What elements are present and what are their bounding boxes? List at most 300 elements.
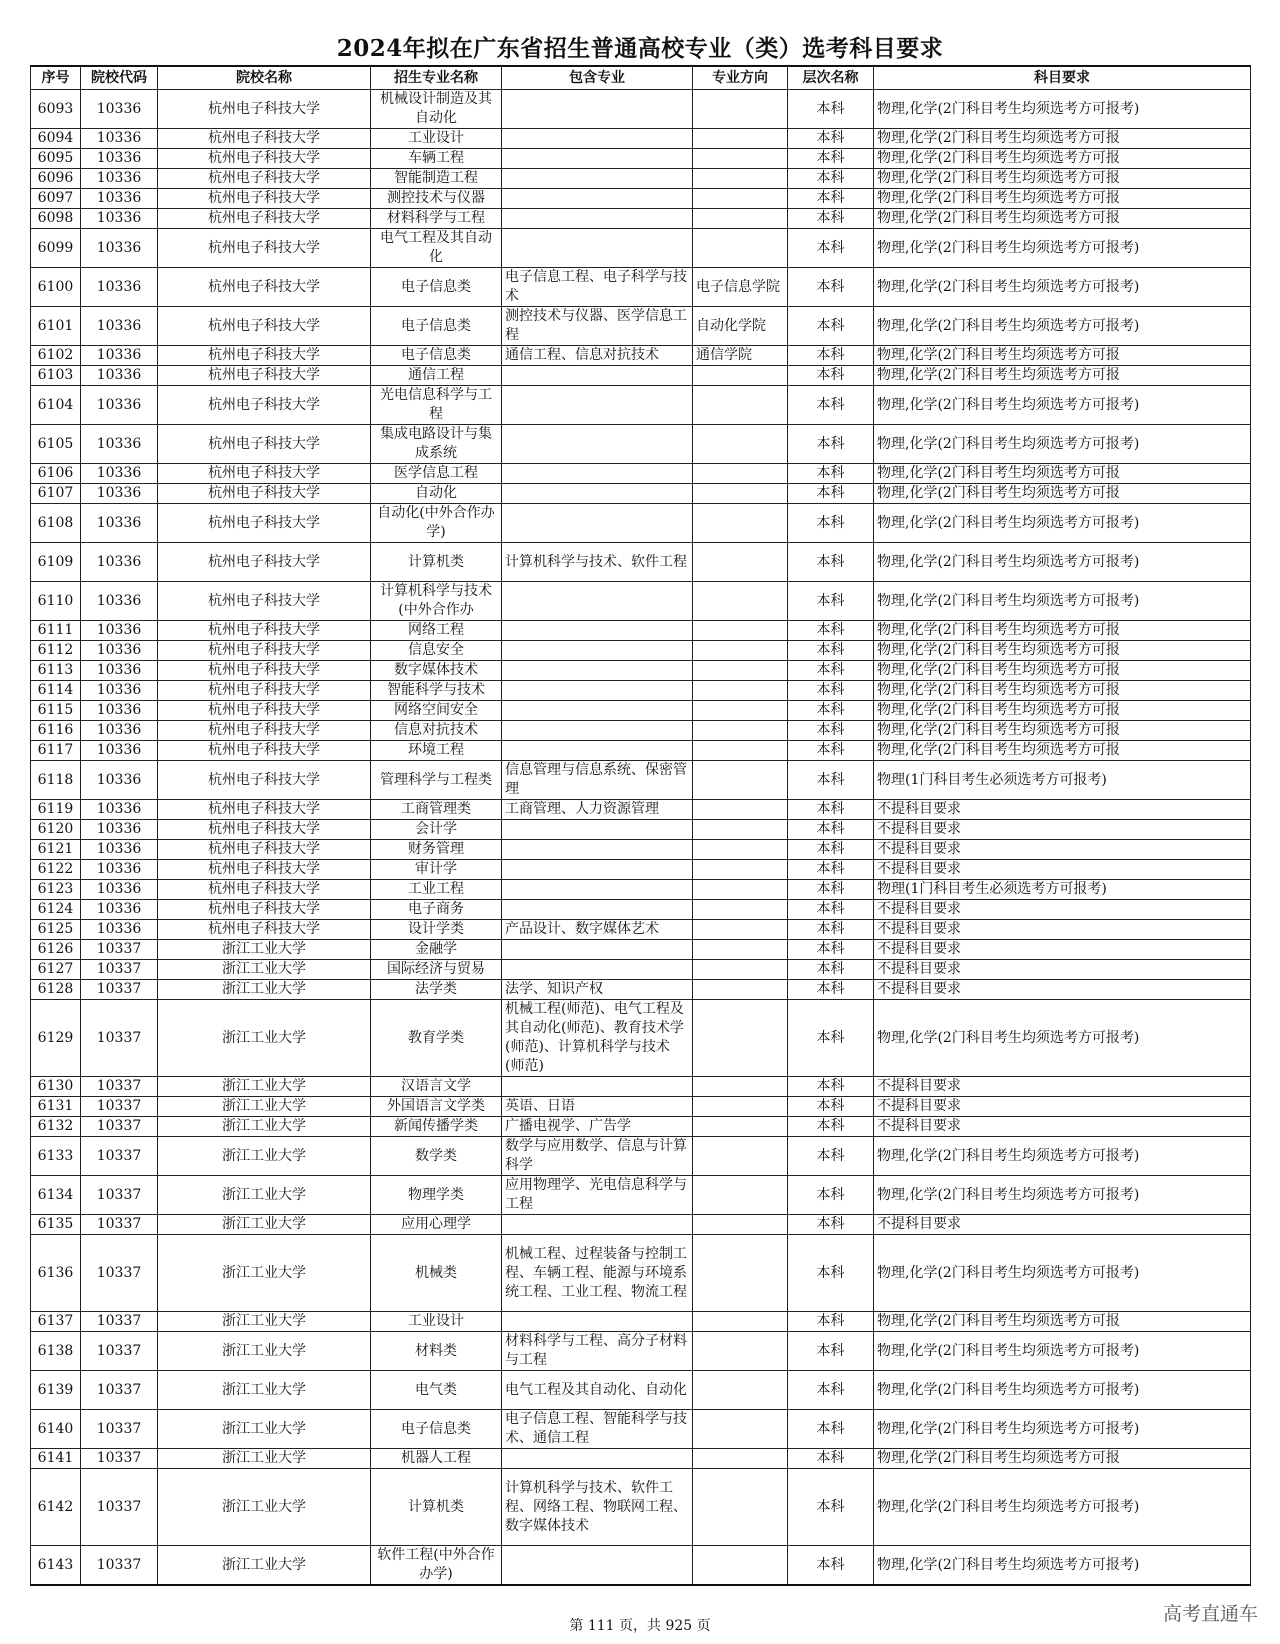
cell-level: 本科 — [788, 1235, 874, 1312]
cell-direction — [693, 1410, 788, 1449]
cell-school-name: 浙江工业大学 — [158, 1312, 371, 1332]
cell-school-code: 10336 — [81, 800, 158, 820]
cell-school-code: 10337 — [81, 1000, 158, 1077]
cell-direction — [693, 701, 788, 721]
cell-direction: 电子信息学院 — [693, 268, 788, 307]
cell-school-code: 10336 — [81, 268, 158, 307]
cell-school-code: 10336 — [81, 741, 158, 761]
header-included-majors: 包含专业 — [502, 66, 693, 90]
cell-school-name: 浙江工业大学 — [158, 980, 371, 1000]
cell-major-name: 工业设计 — [371, 1312, 502, 1332]
cell-level: 本科 — [788, 1449, 874, 1469]
cell-included-majors: 信息管理与信息系统、保密管理 — [502, 761, 693, 800]
cell-school-name: 杭州电子科技大学 — [158, 880, 371, 900]
cell-index: 6095 — [31, 149, 81, 169]
cell-level: 本科 — [788, 268, 874, 307]
cell-major-name: 信息对抗技术 — [371, 721, 502, 741]
cell-school-code: 10337 — [81, 1215, 158, 1235]
cell-index: 6106 — [31, 464, 81, 484]
cell-level: 本科 — [788, 900, 874, 920]
cell-major-name: 工业设计 — [371, 129, 502, 149]
cell-level: 本科 — [788, 980, 874, 1000]
cell-school-name: 浙江工业大学 — [158, 960, 371, 980]
cell-direction — [693, 880, 788, 900]
cell-included-majors — [502, 880, 693, 900]
cell-included-majors — [502, 900, 693, 920]
table-row — [31, 1176, 1251, 1215]
cell-school-code: 10336 — [81, 149, 158, 169]
cell-included-majors — [502, 701, 693, 721]
cell-school-name: 杭州电子科技大学 — [158, 484, 371, 504]
cell-major-name: 物理学类 — [371, 1176, 502, 1215]
cell-subject-requirement: 物理,化学(2门科目考生均须选考方可报考) — [874, 1000, 1251, 1077]
cell-school-name: 杭州电子科技大学 — [158, 504, 371, 543]
cell-major-name: 自动化 — [371, 484, 502, 504]
cell-index: 6108 — [31, 504, 81, 543]
cell-major-name: 数学类 — [371, 1137, 502, 1176]
cell-direction — [693, 386, 788, 425]
cell-included-majors — [502, 504, 693, 543]
cell-included-majors — [502, 386, 693, 425]
cell-index: 6115 — [31, 701, 81, 721]
cell-direction — [693, 800, 788, 820]
table-row — [31, 860, 1251, 880]
cell-index: 6099 — [31, 229, 81, 268]
cell-major-name: 金融学 — [371, 940, 502, 960]
cell-index: 6129 — [31, 1000, 81, 1077]
cell-school-name: 杭州电子科技大学 — [158, 920, 371, 940]
cell-level: 本科 — [788, 860, 874, 880]
cell-index: 6114 — [31, 681, 81, 701]
cell-level: 本科 — [788, 1410, 874, 1449]
cell-school-code: 10336 — [81, 129, 158, 149]
cell-major-name: 通信工程 — [371, 366, 502, 386]
cell-index: 6109 — [31, 543, 81, 582]
cell-school-code: 10337 — [81, 1117, 158, 1137]
cell-major-name: 工商管理类 — [371, 800, 502, 820]
cell-subject-requirement: 物理,化学(2门科目考生均须选考方可报 — [874, 701, 1251, 721]
cell-included-majors: 材料科学与工程、高分子材料与工程 — [502, 1332, 693, 1371]
cell-subject-requirement: 物理,化学(2门科目考生均须选考方可报 — [874, 621, 1251, 641]
cell-index: 6102 — [31, 346, 81, 366]
table-row — [31, 1449, 1251, 1469]
cell-subject-requirement: 不提科目要求 — [874, 1077, 1251, 1097]
cell-subject-requirement: 物理,化学(2门科目考生均须选考方可报 — [874, 661, 1251, 681]
cell-subject-requirement: 物理,化学(2门科目考生均须选考方可报 — [874, 484, 1251, 504]
cell-included-majors — [502, 1546, 693, 1586]
cell-major-name: 电子信息类 — [371, 346, 502, 366]
cell-school-code: 10336 — [81, 761, 158, 800]
table-row — [31, 820, 1251, 840]
table-row — [31, 960, 1251, 980]
cell-level: 本科 — [788, 504, 874, 543]
cell-school-name: 杭州电子科技大学 — [158, 820, 371, 840]
page-title: 2024年拟在广东省招生普通高校专业（类）选考科目要求 — [336, 35, 944, 62]
cell-school-name: 浙江工业大学 — [158, 1332, 371, 1371]
cell-school-code: 10337 — [81, 1469, 158, 1546]
cell-school-code: 10337 — [81, 1235, 158, 1312]
cell-level: 本科 — [788, 920, 874, 940]
cell-subject-requirement: 物理,化学(2门科目考生均须选考方可报考) — [874, 1371, 1251, 1410]
cell-direction — [693, 960, 788, 980]
cell-direction — [693, 860, 788, 880]
cell-school-name: 杭州电子科技大学 — [158, 900, 371, 920]
cell-school-code: 10337 — [81, 1077, 158, 1097]
cell-index: 6100 — [31, 268, 81, 307]
cell-index: 6124 — [31, 900, 81, 920]
cell-school-code: 10336 — [81, 90, 158, 129]
table-row — [31, 425, 1251, 464]
cell-major-name: 机械设计制造及其自动化 — [371, 90, 502, 129]
cell-school-name: 杭州电子科技大学 — [158, 741, 371, 761]
table-row — [31, 1312, 1251, 1332]
cell-included-majors — [502, 425, 693, 464]
cell-included-majors — [502, 1215, 693, 1235]
cell-level: 本科 — [788, 721, 874, 741]
cell-direction — [693, 366, 788, 386]
cell-major-name: 数字媒体技术 — [371, 661, 502, 681]
cell-direction — [693, 940, 788, 960]
cell-school-name: 杭州电子科技大学 — [158, 189, 371, 209]
cell-direction — [693, 820, 788, 840]
cell-school-code: 10336 — [81, 229, 158, 268]
cell-subject-requirement: 物理,化学(2门科目考生均须选考方可报考) — [874, 90, 1251, 129]
table-body — [31, 90, 1251, 1586]
cell-major-name: 电子信息类 — [371, 1410, 502, 1449]
cell-school-name: 杭州电子科技大学 — [158, 721, 371, 741]
cell-direction — [693, 169, 788, 189]
cell-major-name: 汉语言文学 — [371, 1077, 502, 1097]
cell-direction — [693, 425, 788, 464]
cell-major-name: 新闻传播学类 — [371, 1117, 502, 1137]
cell-subject-requirement: 物理,化学(2门科目考生均须选考方可报 — [874, 189, 1251, 209]
cell-school-name: 杭州电子科技大学 — [158, 169, 371, 189]
cell-school-name: 杭州电子科技大学 — [158, 366, 371, 386]
cell-direction — [693, 543, 788, 582]
cell-index: 6093 — [31, 90, 81, 129]
cell-major-name: 审计学 — [371, 860, 502, 880]
cell-school-name: 杭州电子科技大学 — [158, 661, 371, 681]
cell-level: 本科 — [788, 484, 874, 504]
cell-subject-requirement: 不提科目要求 — [874, 860, 1251, 880]
cell-subject-requirement: 物理,化学(2门科目考生均须选考方可报 — [874, 169, 1251, 189]
table-row — [31, 661, 1251, 681]
table-row — [31, 741, 1251, 761]
cell-included-majors: 计算机科学与技术、软件工程 — [502, 543, 693, 582]
cell-included-majors: 机械工程(师范)、电气工程及其自动化(师范)、教育技术学(师范)、计算机科学与技术(师范) — [502, 1000, 693, 1077]
cell-subject-requirement: 物理,化学(2门科目考生均须选考方可报 — [874, 741, 1251, 761]
cell-school-name: 浙江工业大学 — [158, 1546, 371, 1586]
cell-school-name: 杭州电子科技大学 — [158, 681, 371, 701]
cell-index: 6111 — [31, 621, 81, 641]
cell-level: 本科 — [788, 1077, 874, 1097]
cell-major-name: 集成电路设计与集成系统 — [371, 425, 502, 464]
cell-index: 6094 — [31, 129, 81, 149]
table-row — [31, 229, 1251, 268]
cell-level: 本科 — [788, 820, 874, 840]
cell-school-name: 杭州电子科技大学 — [158, 543, 371, 582]
cell-included-majors: 法学、知识产权 — [502, 980, 693, 1000]
cell-index: 6120 — [31, 820, 81, 840]
table-row — [31, 980, 1251, 1000]
cell-included-majors — [502, 661, 693, 681]
cell-level: 本科 — [788, 641, 874, 661]
table-row — [31, 169, 1251, 189]
table-row — [31, 1332, 1251, 1371]
header-level: 层次名称 — [788, 66, 874, 90]
cell-index: 6098 — [31, 209, 81, 229]
cell-index: 6140 — [31, 1410, 81, 1449]
cell-direction — [693, 1546, 788, 1586]
cell-included-majors — [502, 1449, 693, 1469]
cell-school-name: 杭州电子科技大学 — [158, 149, 371, 169]
cell-index: 6110 — [31, 582, 81, 621]
cell-school-name: 杭州电子科技大学 — [158, 307, 371, 346]
cell-major-name: 教育学类 — [371, 1000, 502, 1077]
cell-included-majors — [502, 169, 693, 189]
cell-school-code: 10336 — [81, 721, 158, 741]
cell-index: 6136 — [31, 1235, 81, 1312]
cell-school-code: 10336 — [81, 621, 158, 641]
cell-direction: 自动化学院 — [693, 307, 788, 346]
cell-major-name: 外国语言文学类 — [371, 1097, 502, 1117]
header-index: 序号 — [31, 66, 81, 90]
cell-included-majors — [502, 366, 693, 386]
cell-school-name: 浙江工业大学 — [158, 1077, 371, 1097]
cell-level: 本科 — [788, 960, 874, 980]
cell-major-name: 材料科学与工程 — [371, 209, 502, 229]
cell-major-name: 光电信息科学与工程 — [371, 386, 502, 425]
table-row — [31, 701, 1251, 721]
cell-level: 本科 — [788, 1000, 874, 1077]
cell-direction — [693, 464, 788, 484]
cell-subject-requirement: 不提科目要求 — [874, 1215, 1251, 1235]
cell-included-majors: 计算机科学与技术、软件工程、网络工程、物联网工程、数字媒体技术 — [502, 1469, 693, 1546]
cell-index: 6104 — [31, 386, 81, 425]
cell-included-majors: 电子信息工程、电子科学与技术 — [502, 268, 693, 307]
cell-level: 本科 — [788, 1137, 874, 1176]
cell-direction — [693, 840, 788, 860]
cell-level: 本科 — [788, 761, 874, 800]
brand-watermark: 高考直通车 — [1162, 1603, 1258, 1625]
cell-direction — [693, 1371, 788, 1410]
table-row — [31, 681, 1251, 701]
cell-subject-requirement: 物理,化学(2门科目考生均须选考方可报考) — [874, 425, 1251, 464]
cell-included-majors — [502, 681, 693, 701]
table-row — [31, 543, 1251, 582]
cell-direction — [693, 129, 788, 149]
cell-school-name: 杭州电子科技大学 — [158, 268, 371, 307]
cell-index: 6113 — [31, 661, 81, 681]
cell-index: 6119 — [31, 800, 81, 820]
cell-level: 本科 — [788, 90, 874, 129]
cell-index: 6128 — [31, 980, 81, 1000]
cell-subject-requirement: 不提科目要求 — [874, 960, 1251, 980]
table-row — [31, 641, 1251, 661]
cell-index: 6112 — [31, 641, 81, 661]
cell-direction — [693, 209, 788, 229]
cell-school-name: 杭州电子科技大学 — [158, 621, 371, 641]
cell-school-name: 浙江工业大学 — [158, 1215, 371, 1235]
cell-school-name: 浙江工业大学 — [158, 1371, 371, 1410]
cell-subject-requirement: 物理,化学(2门科目考生均须选考方可报考) — [874, 307, 1251, 346]
table-row — [31, 90, 1251, 129]
cell-included-majors — [502, 229, 693, 268]
cell-school-code: 10337 — [81, 960, 158, 980]
cell-major-name: 计算机科学与技术(中外合作办 — [371, 582, 502, 621]
cell-index: 6130 — [31, 1077, 81, 1097]
requirements-table — [30, 65, 1251, 1586]
header-school-name: 院校名称 — [158, 66, 371, 90]
cell-included-majors: 机械工程、过程装备与控制工程、车辆工程、能源与环境系统工程、工业工程、物流工程 — [502, 1235, 693, 1312]
cell-included-majors — [502, 960, 693, 980]
cell-subject-requirement: 物理,化学(2门科目考生均须选考方可报考) — [874, 1332, 1251, 1371]
cell-subject-requirement: 物理,化学(2门科目考生均须选考方可报考) — [874, 543, 1251, 582]
cell-included-majors — [502, 860, 693, 880]
header-school-code: 院校代码 — [81, 66, 158, 90]
cell-school-code: 10336 — [81, 307, 158, 346]
cell-index: 6107 — [31, 484, 81, 504]
cell-major-name: 电子信息类 — [371, 268, 502, 307]
cell-direction — [693, 641, 788, 661]
cell-index: 6139 — [31, 1371, 81, 1410]
table-row — [31, 920, 1251, 940]
cell-subject-requirement: 不提科目要求 — [874, 920, 1251, 940]
cell-level: 本科 — [788, 840, 874, 860]
cell-subject-requirement: 物理,化学(2门科目考生均须选考方可报 — [874, 641, 1251, 661]
cell-major-name: 机器人工程 — [371, 1449, 502, 1469]
cell-direction — [693, 681, 788, 701]
cell-index: 6138 — [31, 1332, 81, 1371]
cell-subject-requirement: 物理,化学(2门科目考生均须选考方可报考) — [874, 1469, 1251, 1546]
cell-level: 本科 — [788, 1371, 874, 1410]
cell-level: 本科 — [788, 940, 874, 960]
cell-school-code: 10336 — [81, 840, 158, 860]
cell-major-name: 机械类 — [371, 1235, 502, 1312]
cell-school-code: 10337 — [81, 1546, 158, 1586]
header-subject-requirement: 科目要求 — [874, 66, 1251, 90]
cell-index: 6116 — [31, 721, 81, 741]
cell-subject-requirement: 物理,化学(2门科目考生均须选考方可报 — [874, 721, 1251, 741]
cell-direction — [693, 1137, 788, 1176]
cell-school-name: 杭州电子科技大学 — [158, 425, 371, 464]
cell-level: 本科 — [788, 582, 874, 621]
page-number: 第 111 页，共 925 页 — [569, 1618, 711, 1634]
cell-index: 6135 — [31, 1215, 81, 1235]
table-row — [31, 940, 1251, 960]
cell-index: 6132 — [31, 1117, 81, 1137]
cell-subject-requirement: 物理,化学(2门科目考生均须选考方可报考) — [874, 582, 1251, 621]
cell-level: 本科 — [788, 1469, 874, 1546]
cell-index: 6141 — [31, 1449, 81, 1469]
cell-included-majors — [502, 582, 693, 621]
cell-school-name: 杭州电子科技大学 — [158, 641, 371, 661]
table-row — [31, 1097, 1251, 1117]
cell-major-name: 计算机类 — [371, 1469, 502, 1546]
cell-direction — [693, 920, 788, 940]
cell-major-name: 车辆工程 — [371, 149, 502, 169]
cell-included-majors — [502, 129, 693, 149]
cell-subject-requirement: 物理,化学(2门科目考生均须选考方可报 — [874, 209, 1251, 229]
cell-level: 本科 — [788, 169, 874, 189]
cell-index: 6143 — [31, 1546, 81, 1586]
cell-level: 本科 — [788, 661, 874, 681]
cell-level: 本科 — [788, 425, 874, 464]
cell-included-majors — [502, 464, 693, 484]
cell-included-majors — [502, 840, 693, 860]
cell-school-name: 杭州电子科技大学 — [158, 860, 371, 880]
cell-level: 本科 — [788, 366, 874, 386]
cell-school-name: 浙江工业大学 — [158, 1137, 371, 1176]
table-row — [31, 721, 1251, 741]
cell-level: 本科 — [788, 701, 874, 721]
table-row — [31, 840, 1251, 860]
cell-index: 6121 — [31, 840, 81, 860]
cell-school-code: 10337 — [81, 1332, 158, 1371]
cell-major-name: 测控技术与仪器 — [371, 189, 502, 209]
cell-included-majors — [502, 1312, 693, 1332]
cell-direction — [693, 1235, 788, 1312]
cell-subject-requirement: 物理,化学(2门科目考生均须选考方可报考) — [874, 1176, 1251, 1215]
cell-subject-requirement: 物理,化学(2门科目考生均须选考方可报考) — [874, 268, 1251, 307]
table-row — [31, 761, 1251, 800]
cell-level: 本科 — [788, 1117, 874, 1137]
cell-school-code: 10336 — [81, 464, 158, 484]
table-row — [31, 1469, 1251, 1546]
table-row — [31, 149, 1251, 169]
cell-direction — [693, 1332, 788, 1371]
cell-major-name: 会计学 — [371, 820, 502, 840]
cell-included-majors: 电子信息工程、智能科学与技术、通信工程 — [502, 1410, 693, 1449]
cell-level: 本科 — [788, 621, 874, 641]
table-header-row — [31, 66, 1251, 90]
cell-included-majors — [502, 641, 693, 661]
cell-school-code: 10336 — [81, 504, 158, 543]
cell-school-name: 浙江工业大学 — [158, 1097, 371, 1117]
cell-direction — [693, 90, 788, 129]
cell-school-name: 浙江工业大学 — [158, 1117, 371, 1137]
cell-subject-requirement: 不提科目要求 — [874, 1117, 1251, 1137]
cell-school-code: 10336 — [81, 425, 158, 464]
cell-direction — [693, 761, 788, 800]
cell-level: 本科 — [788, 346, 874, 366]
cell-level: 本科 — [788, 1546, 874, 1586]
cell-direction — [693, 484, 788, 504]
cell-school-code: 10337 — [81, 1371, 158, 1410]
cell-school-code: 10336 — [81, 900, 158, 920]
cell-index: 6096 — [31, 169, 81, 189]
cell-direction: 通信学院 — [693, 346, 788, 366]
cell-subject-requirement: 不提科目要求 — [874, 940, 1251, 960]
cell-included-majors — [502, 721, 693, 741]
table-row — [31, 621, 1251, 641]
cell-level: 本科 — [788, 741, 874, 761]
cell-subject-requirement: 物理,化学(2门科目考生均须选考方可报 — [874, 346, 1251, 366]
cell-subject-requirement: 物理,化学(2门科目考生均须选考方可报考) — [874, 1410, 1251, 1449]
table-row — [31, 268, 1251, 307]
cell-school-name: 杭州电子科技大学 — [158, 346, 371, 366]
cell-school-code: 10336 — [81, 386, 158, 425]
cell-school-code: 10336 — [81, 681, 158, 701]
table-row — [31, 1077, 1251, 1097]
cell-subject-requirement: 物理(1门科目考生必须选考方可报考) — [874, 761, 1251, 800]
table-row — [31, 1371, 1251, 1410]
cell-school-code: 10336 — [81, 661, 158, 681]
cell-school-name: 浙江工业大学 — [158, 1235, 371, 1312]
table-row — [31, 1410, 1251, 1449]
header-direction: 专业方向 — [693, 66, 788, 90]
cell-school-name: 杭州电子科技大学 — [158, 90, 371, 129]
